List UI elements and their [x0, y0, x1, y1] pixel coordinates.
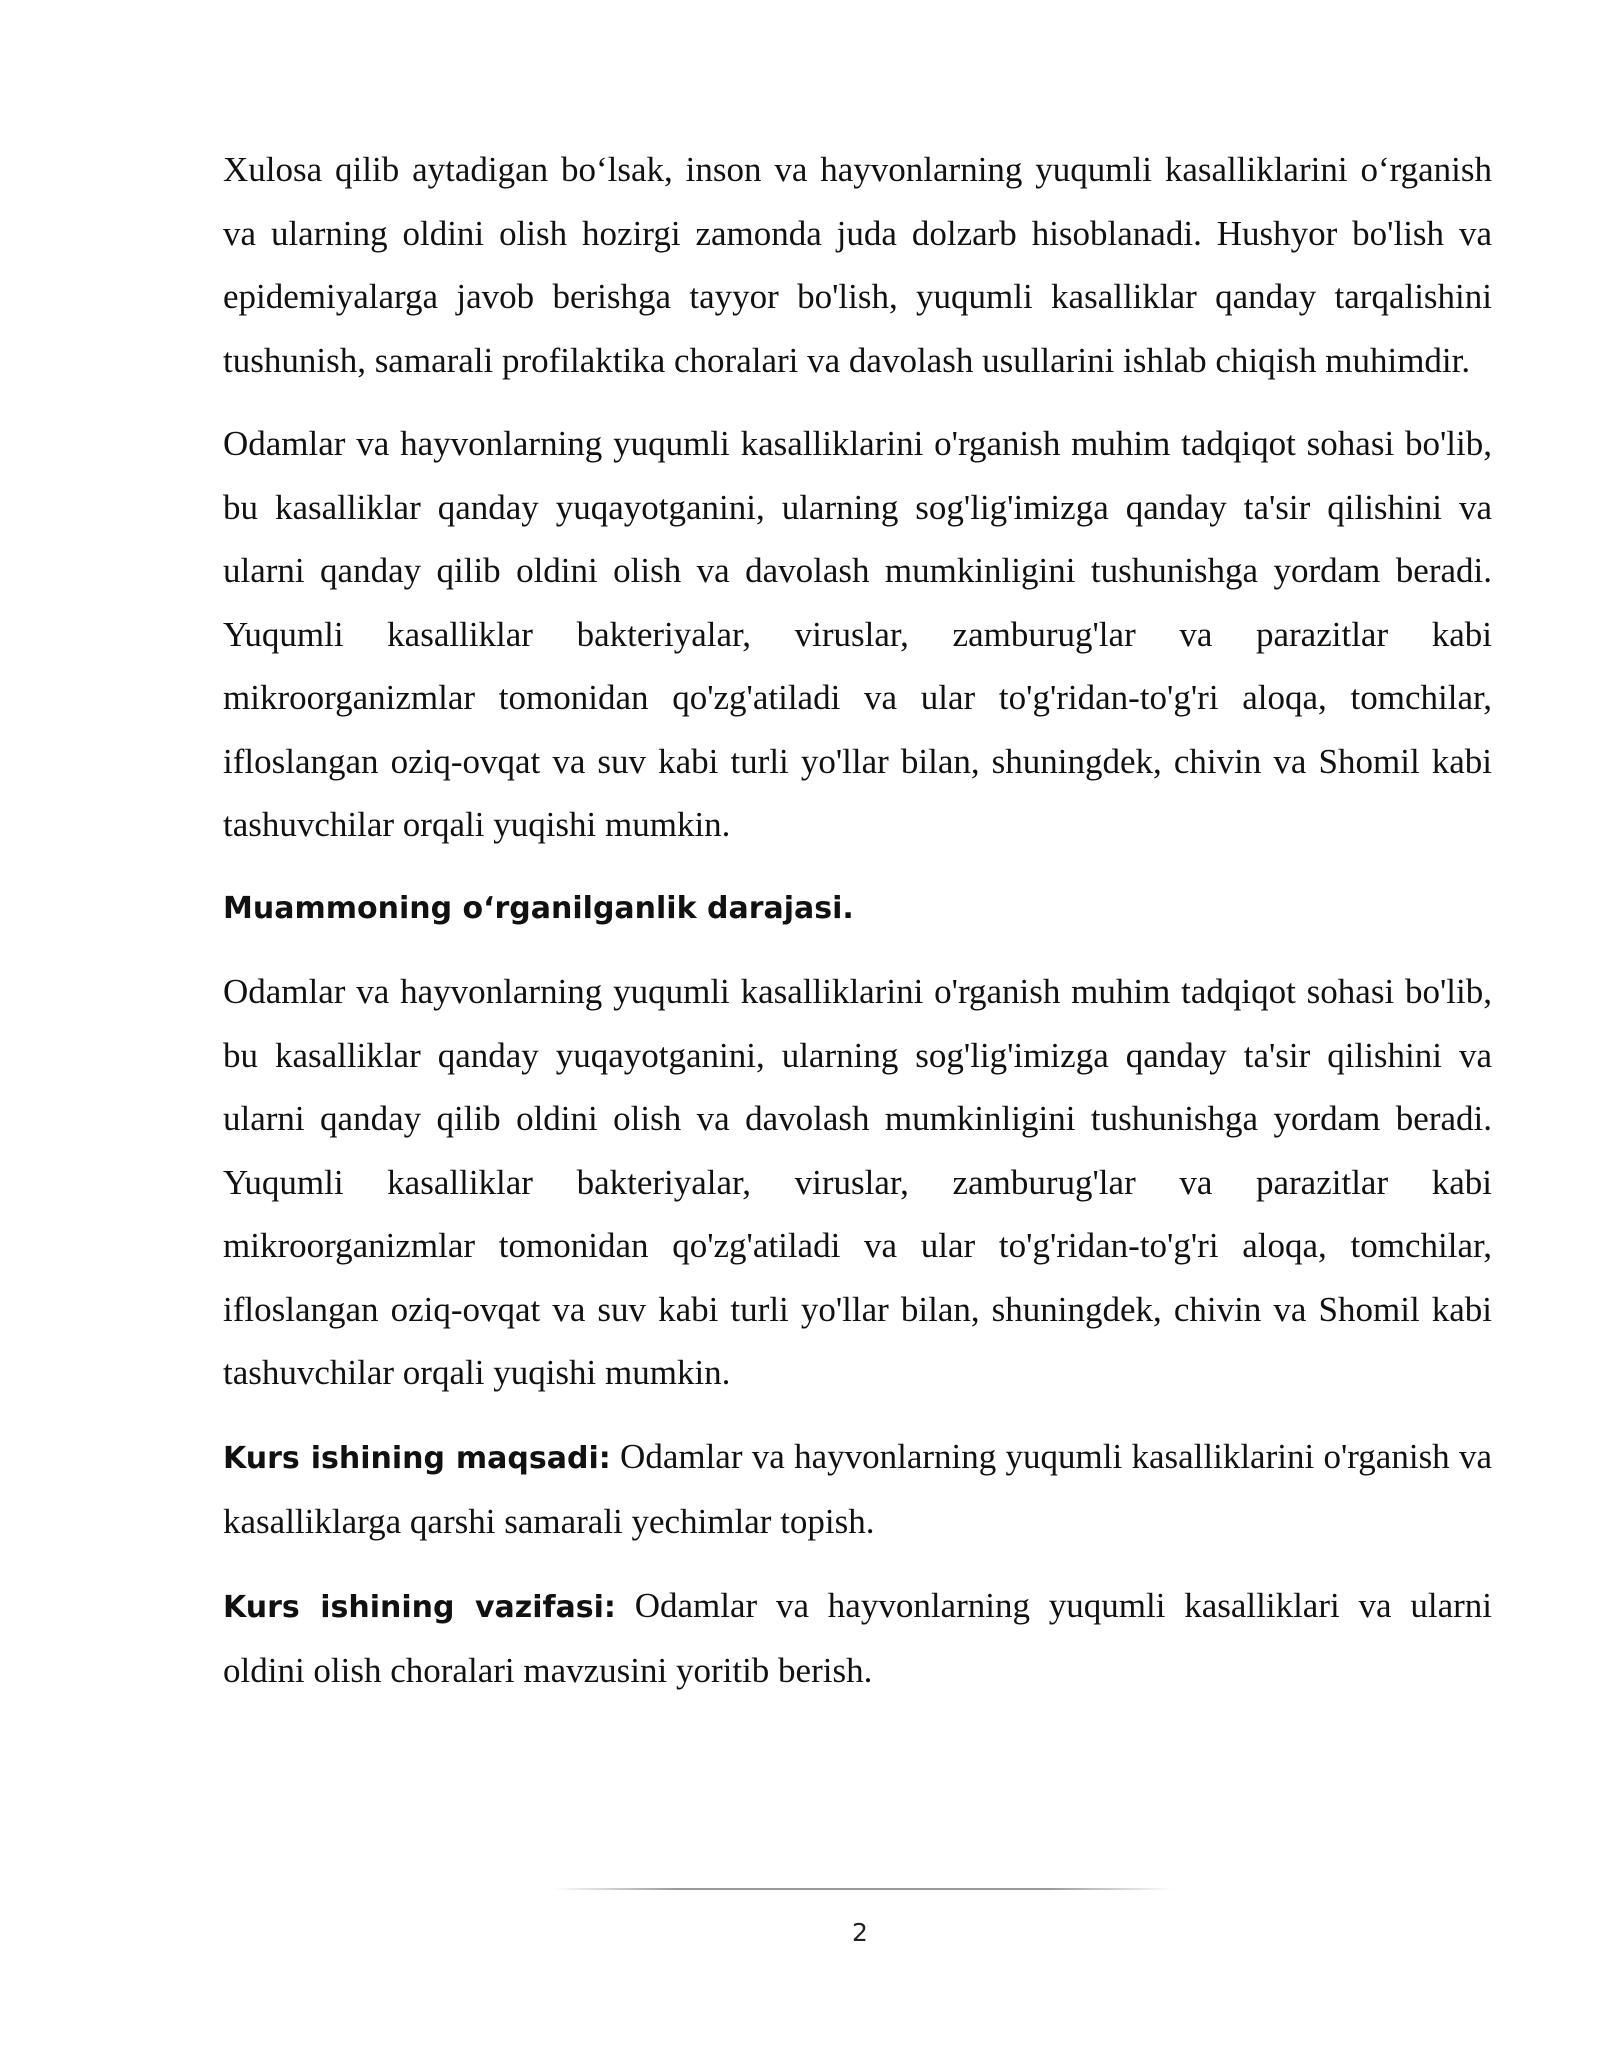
section-paragraph: Odamlar va hayvonlarning yuqumli kasalliklarini o'rganish muhim tadqiqot sohasi bo'lib, bu kasalliklar qanday yuqayotganini, ularning sog'lig'imizga qanday ta'sir qilishini va ularni qanday qilib oldini olish va davolash mumkinligini tushunishga yordam beradi. Yuqumli kasalliklar bakteriyalar, viruslar, zamburug'lar va parazitlar kabi mikroorganizmlar tomonidan qo'zg'atiladi va ular to'g'ridan-to'g'ri aloqa, tomchilar, ifloslangan oziq-ovqat va suv kabi turli yo'llar bilan, shuningdek, chivin va Shomil kabi tashuvchilar orqali yuqishi mumkin.: [223, 972, 1492, 1392]
task-text: Odamlar va hayvonlarning yuqumli kasalliklari va ularni oldini olish choralari mavzusini yoritib berish.: [223, 1585, 1492, 1690]
task-label: Kurs ishining vazifasi:: [223, 1589, 616, 1625]
page-number: 2: [852, 1918, 868, 1947]
section-heading: Muammoning o‘rganilganlik darajasi.: [223, 890, 854, 926]
page-body: [223, 138, 1492, 1723]
goal-paragraph: [223, 1425, 1492, 1554]
conclusion-paragraph: Xulosa qilib aytadigan bo‘lsak, inson va hayvonlarning yuqumli kasalliklarini o‘rganish va ularning oldini olish hozirgi zamonda juda dolzarb hisoblanadi. Hushyor bo'lish va epidemiyalarga javob berishga tayyor bo'lish, yuqumli kasalliklar qanday tarqalishini tushunish, samarali profilaktika choralari va davolash usullarini ishlab chiqish muhimdir.: [223, 150, 1492, 380]
task-paragraph: [223, 1574, 1492, 1703]
goal-text: Odamlar va hayvonlarning yuqumli kasalliklarini o'rganish va kasalliklarga qarshi samarali yechimlar topish.: [223, 1436, 1492, 1541]
goal-label: Kurs ishining maqsadi:: [223, 1440, 611, 1476]
footer-divider: [553, 1888, 1173, 1890]
study-paragraph: Odamlar va hayvonlarning yuqumli kasalliklarini o'rganish muhim tadqiqot sohasi bo'lib, bu kasalliklar qanday yuqayotganini, ularning sog'lig'imizga qanday ta'sir qilishini va ularni qanday qilib oldini olish va davolash mumkinligini tushunishga yordam beradi. Yuqumli kasalliklar bakteriyalar, viruslar, zamburug'lar va parazitlar kabi mikroorganizmlar tomonidan qo'zg'atiladi va ular to'g'ridan-to'g'ri aloqa, tomchilar, ifloslangan oziq-ovqat va suv kabi turli yo'llar bilan, shuningdek, chivin va Shomil kabi tashuvchilar orqali yuqishi mumkin.: [223, 424, 1492, 844]
